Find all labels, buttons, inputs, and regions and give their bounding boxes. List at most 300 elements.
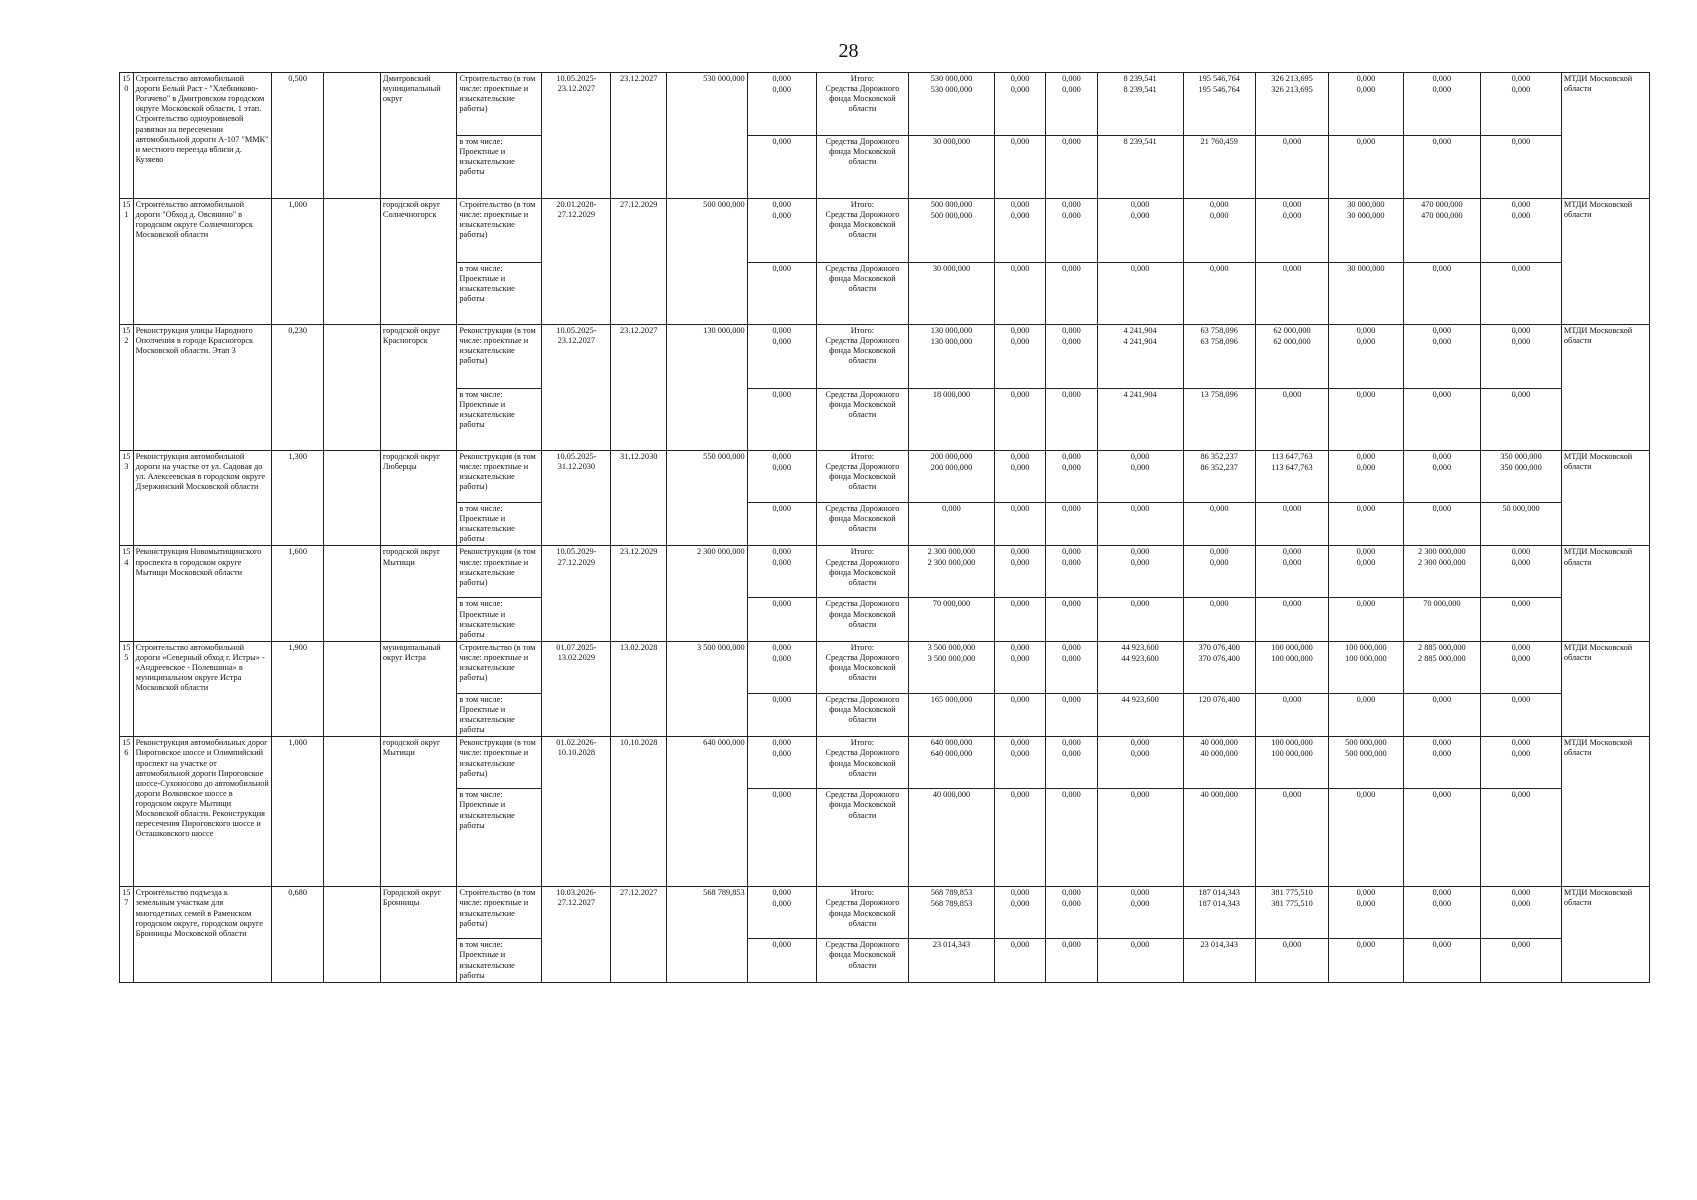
amount-y6-value: 100 000,000 xyxy=(1345,653,1387,663)
amount-y6 xyxy=(1329,641,1403,693)
amount-y3-value: 0,000 xyxy=(1130,790,1150,800)
amount-y6 xyxy=(1329,598,1403,641)
amount-y6-value: 0,000 xyxy=(1356,547,1376,557)
amount-y3 xyxy=(1097,641,1183,693)
amount-y7 xyxy=(1403,73,1481,136)
amount-y2 xyxy=(1046,887,1097,939)
amount-y1 xyxy=(994,939,1045,982)
customer: МТДИ Московской области xyxy=(1561,325,1649,451)
amount-y6-value: 0,000 xyxy=(1356,558,1376,568)
amount-y2 xyxy=(1046,136,1097,199)
amount-y5-value: 62 000,000 xyxy=(1273,326,1311,335)
amount-y8 xyxy=(1481,546,1562,598)
amount-total-value: 200 000,000 xyxy=(930,463,973,472)
amount-total xyxy=(909,73,995,136)
amount-y4-value: 120 076,400 xyxy=(1198,694,1240,704)
funding-source-value: Средства Дорожного фонда Московской области xyxy=(825,898,900,928)
amount-y4-value: 0,000 xyxy=(1209,547,1229,557)
amount-y4-value: 370 076,400 xyxy=(1198,642,1240,652)
amount-y4-value: 86 352,237 xyxy=(1200,463,1238,472)
amount-y1-value: 0,000 xyxy=(1010,749,1030,759)
funding-source-value: Средства Дорожного фонда Московской области xyxy=(825,462,900,492)
amount-y2-value: 0,000 xyxy=(1062,264,1081,273)
amount-y8-value: 0,000 xyxy=(1511,899,1531,909)
amount-y3 xyxy=(1097,325,1183,389)
amount-y7-value: 2 885 000,000 xyxy=(1418,642,1466,652)
funding-source-value: Средства Дорожного фонда Московской области xyxy=(825,84,900,114)
amount-y2 xyxy=(1046,546,1097,598)
cost: 640 000,000 xyxy=(666,737,747,887)
row-number: 151 xyxy=(120,199,134,325)
amount-y6 xyxy=(1329,199,1403,263)
prev-financing-value: 0,000 xyxy=(772,790,792,800)
municipality: Дмитровский муниципальный округ xyxy=(380,73,457,199)
amount-y5-value: 0,000 xyxy=(1282,137,1302,146)
amount-y1 xyxy=(994,641,1045,693)
amount-total-value: 3 500 000,000 xyxy=(927,642,976,652)
amount-total-value: 2 300 000,000 xyxy=(927,547,976,557)
amount-y4 xyxy=(1183,693,1255,736)
amount-y1-value: 0,000 xyxy=(1010,738,1030,748)
amount-y8-value: 0,000 xyxy=(1511,653,1531,663)
municipality: городской округ Красногорск xyxy=(380,325,457,451)
amount-y7 xyxy=(1403,789,1481,887)
amount-y2-value: 0,000 xyxy=(1062,504,1081,513)
funding-source-value: Средства Дорожного фонда Московской области xyxy=(825,390,900,420)
amount-y2-value: 0,000 xyxy=(1062,642,1081,652)
amount-total-value: 500 000,000 xyxy=(930,211,973,220)
amount-y5-value: 381 775,510 xyxy=(1271,899,1313,909)
amount-y4-value: 63 758,096 xyxy=(1200,326,1238,335)
prev-financing xyxy=(747,73,816,136)
funding-source xyxy=(816,263,908,325)
amount-y4 xyxy=(1183,939,1255,982)
prev-financing-value: 0,000 xyxy=(772,694,792,704)
amount-y7 xyxy=(1403,389,1481,451)
prev-financing-value: 0,000 xyxy=(772,337,792,346)
amount-y2-value: 0,000 xyxy=(1062,694,1081,704)
deadline: 27.12.2029 xyxy=(611,199,667,325)
amount-total xyxy=(909,737,995,789)
amount-y1 xyxy=(994,546,1045,598)
amount-total-value: 2 300 000,000 xyxy=(927,558,976,568)
amount-y8 xyxy=(1481,503,1562,546)
amount-total xyxy=(909,451,995,503)
amount-y2 xyxy=(1046,641,1097,693)
amount-y1-value: 0,000 xyxy=(1010,694,1030,704)
amount-y2 xyxy=(1046,325,1097,389)
period: 10.05.2025-23.12.2027 xyxy=(542,325,611,451)
prev-financing-value: 0,000 xyxy=(772,888,792,898)
sub-work-type: в том числе: Проектные и изыскательские работы xyxy=(457,693,542,736)
funding-source xyxy=(816,389,908,451)
amount-y8 xyxy=(1481,451,1562,503)
prev-financing xyxy=(747,325,816,389)
row-number: 154 xyxy=(120,546,134,641)
amount-y2 xyxy=(1046,737,1097,789)
funding-source-value: Итого: xyxy=(850,888,875,898)
amount-y2 xyxy=(1046,939,1097,982)
amount-y6-value: 30 000,000 xyxy=(1347,200,1385,209)
amount-y1-value: 0,000 xyxy=(1010,653,1030,663)
empty-col xyxy=(324,887,381,982)
amount-y3-value: 0,000 xyxy=(1130,200,1150,209)
amount-y4-value: 195 546,764 xyxy=(1198,74,1240,83)
work-type: Реконструкция (в том числе: проектные и изыскательские работы) xyxy=(457,451,542,503)
amount-y8-value: 0,000 xyxy=(1511,599,1531,609)
amount-y2 xyxy=(1046,789,1097,887)
amount-y5 xyxy=(1255,546,1328,598)
amount-y3 xyxy=(1097,199,1183,263)
amount-y8 xyxy=(1481,693,1562,736)
work-type: Строительство (в том числе: проектные и изыскательские работы) xyxy=(457,199,542,263)
amount-y7-value: 0,000 xyxy=(1432,264,1452,273)
amount-y8 xyxy=(1481,389,1562,451)
amount-total xyxy=(909,263,995,325)
amount-y7-value: 0,000 xyxy=(1432,749,1452,759)
work-type: Реконструкция (в том числе: проектные и изыскательские работы) xyxy=(457,737,542,789)
amount-y7 xyxy=(1403,451,1481,503)
amount-total xyxy=(909,789,995,887)
amount-y5-value: 113 647,763 xyxy=(1271,452,1313,461)
amount-y6-value: 500 000,000 xyxy=(1345,749,1387,759)
period: 10.05.2029-27.12.2029 xyxy=(542,546,611,641)
amount-y8-value: 0,000 xyxy=(1511,558,1531,568)
amount-y5-value: 0,000 xyxy=(1282,390,1302,399)
funding-source xyxy=(816,641,908,693)
prev-financing xyxy=(747,737,816,789)
amount-y3 xyxy=(1097,887,1183,939)
amount-y4-value: 370 076,400 xyxy=(1198,653,1240,663)
customer: МТДИ Московской области xyxy=(1561,199,1649,325)
amount-total-value: 40 000,000 xyxy=(932,790,971,800)
amount-y8 xyxy=(1481,263,1562,325)
amount-y2-value: 0,000 xyxy=(1062,547,1081,557)
amount-y7 xyxy=(1403,325,1481,389)
amount-y8-value: 350 000,000 xyxy=(1500,463,1542,472)
amount-y5-value: 326 213,695 xyxy=(1271,85,1313,94)
amount-y2 xyxy=(1046,503,1097,546)
funding-source-value: Итого: xyxy=(850,642,875,652)
amount-y2-value: 0,000 xyxy=(1062,200,1081,209)
deadline: 23.12.2027 xyxy=(611,325,667,451)
amount-y5 xyxy=(1255,73,1328,136)
capacity-km: 0,230 xyxy=(271,325,323,451)
amount-y2-value: 0,000 xyxy=(1062,85,1081,94)
amount-y6-value: 500 000,000 xyxy=(1345,738,1387,748)
amount-y1 xyxy=(994,451,1045,503)
amount-y5-value: 113 647,763 xyxy=(1271,463,1313,472)
period: 10.05.2025-23.12.2027 xyxy=(542,73,611,199)
amount-y4 xyxy=(1183,737,1255,789)
capacity-km: 0,500 xyxy=(271,73,323,199)
amount-total xyxy=(909,598,995,641)
prev-financing xyxy=(747,199,816,263)
amount-y3 xyxy=(1097,939,1183,982)
amount-y2-value: 0,000 xyxy=(1062,74,1081,83)
amount-y8-value: 0,000 xyxy=(1511,749,1531,759)
deadline: 23.12.2027 xyxy=(611,73,667,199)
period: 10.03.2026-27.12.2027 xyxy=(542,887,611,982)
amount-y5 xyxy=(1255,737,1328,789)
funding-source-value: Средства Дорожного фонда Московской области xyxy=(825,504,900,534)
amount-total xyxy=(909,136,995,199)
cost: 568 789,853 xyxy=(666,887,747,982)
funding-source-value: Средства Дорожного фонда Московской области xyxy=(825,557,900,587)
amount-y4-value: 13 758,096 xyxy=(1200,390,1238,399)
amount-y6 xyxy=(1329,389,1403,451)
amount-y6-value: 0,000 xyxy=(1356,899,1376,909)
funding-source-value: Итого: xyxy=(850,738,875,748)
funding-source-value: Итого: xyxy=(850,74,875,83)
amount-y4-value: 86 352,237 xyxy=(1200,452,1238,461)
work-type: Реконструкция (в том числе: проектные и изыскательские работы) xyxy=(457,546,542,598)
amount-y1 xyxy=(994,73,1045,136)
amount-y3-value: 4 241,904 xyxy=(1123,326,1157,335)
municipality: городской округ Мытищи xyxy=(380,546,457,641)
amount-y7-value: 2 300 000,000 xyxy=(1418,547,1466,557)
amount-total-value: 0,000 xyxy=(942,504,961,513)
amount-y1-value: 0,000 xyxy=(1010,547,1030,557)
amount-total xyxy=(909,503,995,546)
amount-y3 xyxy=(1097,789,1183,887)
amount-y6 xyxy=(1329,451,1403,503)
amount-y6 xyxy=(1329,136,1403,199)
amount-y3 xyxy=(1097,737,1183,789)
prev-financing xyxy=(747,641,816,693)
capacity-km: 1,000 xyxy=(271,199,323,325)
amount-y6-value: 0,000 xyxy=(1356,390,1376,399)
amount-total-value: 568 789,853 xyxy=(930,888,973,898)
object-name: Реконструкция улицы Народного Ополчения в городе Красногорск Московской области. Этап 3 xyxy=(133,325,271,451)
amount-y7 xyxy=(1403,887,1481,939)
empty-col xyxy=(324,451,381,546)
amount-y6-value: 0,000 xyxy=(1356,504,1376,513)
amount-total-value: 30 000,000 xyxy=(932,137,971,146)
sub-work-type: в том числе: Проектные и изыскательские работы xyxy=(457,789,542,887)
amount-y4 xyxy=(1183,598,1255,641)
prev-financing-value: 0,000 xyxy=(772,653,792,663)
row-number: 155 xyxy=(120,641,134,736)
amount-y1-value: 0,000 xyxy=(1010,200,1030,209)
prev-financing-value: 0,000 xyxy=(772,899,792,909)
amount-y8-value: 0,000 xyxy=(1511,74,1531,83)
funding-source xyxy=(816,737,908,789)
amount-total xyxy=(909,641,995,693)
amount-y1-value: 0,000 xyxy=(1010,642,1030,652)
amount-y6 xyxy=(1329,73,1403,136)
empty-col xyxy=(324,199,381,325)
amount-y3 xyxy=(1097,451,1183,503)
amount-y5 xyxy=(1255,136,1328,199)
amount-y6-value: 30 000,000 xyxy=(1347,264,1385,273)
amount-y2 xyxy=(1046,451,1097,503)
amount-y7-value: 0,000 xyxy=(1432,85,1452,94)
work-type: Строительство (в том числе: проектные и изыскательские работы) xyxy=(457,73,542,136)
amount-y3-value: 0,000 xyxy=(1130,463,1150,472)
amount-y4 xyxy=(1183,451,1255,503)
amount-total xyxy=(909,199,995,263)
prev-financing-value: 0,000 xyxy=(772,940,792,950)
customer: МТДИ Московской области xyxy=(1561,73,1649,199)
municipality: муниципальный округ Истра xyxy=(380,641,457,736)
amount-y8-value: 350 000,000 xyxy=(1500,452,1542,461)
amount-y2-value: 0,000 xyxy=(1062,390,1081,399)
amount-total-value: 130 000,000 xyxy=(930,337,973,346)
table-row xyxy=(120,737,1650,789)
amount-total xyxy=(909,325,995,389)
amount-y3-value: 8 239,541 xyxy=(1123,85,1157,94)
amount-y2 xyxy=(1046,263,1097,325)
deadline: 31.12.2030 xyxy=(611,451,667,546)
amount-y4-value: 0,000 xyxy=(1209,200,1229,209)
amount-y7-value: 0,000 xyxy=(1432,326,1452,335)
amount-y5 xyxy=(1255,887,1328,939)
empty-col xyxy=(324,737,381,887)
amount-y3-value: 0,000 xyxy=(1130,599,1150,609)
amount-y8 xyxy=(1481,73,1562,136)
amount-y3-value: 4 241,904 xyxy=(1123,337,1157,346)
funding-source xyxy=(816,939,908,982)
amount-y5 xyxy=(1255,325,1328,389)
capacity-km: 0,680 xyxy=(271,887,323,982)
amount-y3-value: 0,000 xyxy=(1130,504,1150,513)
amount-y1 xyxy=(994,789,1045,887)
amount-total-value: 23 014,343 xyxy=(932,940,971,950)
sub-work-type: в том числе: Проектные и изыскательские работы xyxy=(457,503,542,546)
funding-source xyxy=(816,887,908,939)
funding-source-value: Средства Дорожного фонда Московской области xyxy=(825,336,900,366)
amount-y3-value: 0,000 xyxy=(1130,264,1150,273)
amount-y5-value: 100 000,000 xyxy=(1271,653,1313,663)
amount-y5-value: 0,000 xyxy=(1282,599,1302,609)
amount-y5-value: 0,000 xyxy=(1282,504,1302,513)
funding-source-value: Средства Дорожного фонда Московской области xyxy=(825,694,900,725)
amount-y4-value: 40 000,000 xyxy=(1200,790,1238,800)
prev-financing-value: 0,000 xyxy=(772,326,792,335)
amount-y3-value: 4 241,904 xyxy=(1123,390,1157,399)
amount-y2-value: 0,000 xyxy=(1062,337,1081,346)
prev-financing-value: 0,000 xyxy=(772,504,792,513)
amount-y6-value: 100 000,000 xyxy=(1345,642,1387,652)
amount-y7-value: 0,000 xyxy=(1432,337,1452,346)
amount-total-value: 568 789,853 xyxy=(930,899,973,909)
amount-total xyxy=(909,389,995,451)
amount-y6 xyxy=(1329,325,1403,389)
amount-y7-value: 0,000 xyxy=(1432,888,1452,898)
amount-y1-value: 0,000 xyxy=(1010,504,1030,513)
capacity-km: 1,900 xyxy=(271,641,323,736)
amount-y6 xyxy=(1329,789,1403,887)
amount-y6 xyxy=(1329,693,1403,736)
amount-y8-value: 0,000 xyxy=(1511,200,1531,209)
amount-y8-value: 0,000 xyxy=(1511,642,1531,652)
amount-y3 xyxy=(1097,389,1183,451)
prev-financing-value: 0,000 xyxy=(772,74,792,83)
amount-y7 xyxy=(1403,737,1481,789)
amount-y3 xyxy=(1097,503,1183,546)
municipality: городской округ Мытищи xyxy=(380,737,457,887)
amount-y1 xyxy=(994,887,1045,939)
amount-y4-value: 40 000,000 xyxy=(1200,749,1238,759)
amount-y4-value: 187 014,343 xyxy=(1198,899,1240,909)
amount-y4 xyxy=(1183,199,1255,263)
amount-y1 xyxy=(994,693,1045,736)
work-type: Строительство (в том числе: проектные и изыскательские работы) xyxy=(457,641,542,693)
empty-col xyxy=(324,641,381,736)
amount-y3-value: 0,000 xyxy=(1130,940,1150,950)
funding-source-value: Средства Дорожного фонда Московской области xyxy=(825,940,900,970)
prev-financing-value: 0,000 xyxy=(772,452,792,461)
amount-y8-value: 0,000 xyxy=(1511,390,1531,399)
amount-y5-value: 0,000 xyxy=(1282,558,1302,568)
amount-y2-value: 0,000 xyxy=(1062,899,1081,909)
amount-y2-value: 0,000 xyxy=(1062,211,1081,220)
sub-work-type: в том числе: Проектные и изыскательские работы xyxy=(457,389,542,451)
amount-total-value: 500 000,000 xyxy=(930,200,973,209)
amount-y2-value: 0,000 xyxy=(1062,653,1081,663)
amount-y8-value: 0,000 xyxy=(1511,211,1531,220)
capacity-km: 1,300 xyxy=(271,451,323,546)
amount-y2-value: 0,000 xyxy=(1062,326,1081,335)
amount-y7-value: 2 885 000,000 xyxy=(1418,653,1466,663)
amount-y8 xyxy=(1481,939,1562,982)
prev-financing-value: 0,000 xyxy=(772,390,792,399)
amount-y3-value: 44 923,600 xyxy=(1121,694,1159,704)
amount-y2-value: 0,000 xyxy=(1062,452,1081,461)
amount-y1 xyxy=(994,325,1045,389)
page-number: 28 xyxy=(838,40,859,62)
amount-y1 xyxy=(994,136,1045,199)
amount-y6-value: 0,000 xyxy=(1356,137,1376,146)
customer: МТДИ Московской области xyxy=(1561,737,1649,887)
amount-y8-value: 0,000 xyxy=(1511,547,1531,557)
cost: 130 000,000 xyxy=(666,325,747,451)
row-number: 150 xyxy=(120,73,134,199)
prev-financing xyxy=(747,389,816,451)
amount-y4 xyxy=(1183,136,1255,199)
amount-y8-value: 0,000 xyxy=(1511,337,1531,346)
amount-y5-value: 0,000 xyxy=(1282,790,1302,800)
amount-y5 xyxy=(1255,598,1328,641)
amount-y2-value: 0,000 xyxy=(1062,558,1081,568)
amount-y7 xyxy=(1403,693,1481,736)
amount-y4-value: 0,000 xyxy=(1209,599,1229,609)
amount-y5-value: 0,000 xyxy=(1282,211,1302,220)
deadline: 23.12.2029 xyxy=(611,546,667,641)
object-name: Строительство автомобильной дороги Белый Раст - "Хлебниково-Рогачево" в Дмитровском городском округе Московской области. 1 этап. Строительство одноуровневой развязки на пересечении автомобильной дороги А-107 "ММК" и местного переезда вблизи д. Кузяево xyxy=(133,73,271,199)
amount-y1-value: 0,000 xyxy=(1010,790,1030,800)
funding-source-value: Средства Дорожного фонда Московской области xyxy=(825,210,900,240)
funding-source-value: Средства Дорожного фонда Московской области xyxy=(825,748,900,778)
amount-y3-value: 44 923,600 xyxy=(1121,642,1159,652)
amount-y1-value: 0,000 xyxy=(1010,463,1030,472)
amount-y8-value: 0,000 xyxy=(1511,738,1531,748)
prev-financing xyxy=(747,693,816,736)
amount-total-value: 3 500 000,000 xyxy=(927,653,976,663)
object-name: Строительство подъезда к земельным участкам для многодетных семей в Раменском городском округе, городском округе Бронницы Московской области xyxy=(133,887,271,982)
amount-total-value: 200 000,000 xyxy=(930,452,973,461)
amount-y4-value: 23 014,343 xyxy=(1200,940,1238,950)
amount-y6-value: 0,000 xyxy=(1356,85,1376,94)
amount-y1-value: 0,000 xyxy=(1010,74,1030,83)
amount-y6 xyxy=(1329,503,1403,546)
amount-y2-value: 0,000 xyxy=(1062,738,1081,748)
amount-y7-value: 0,000 xyxy=(1432,390,1452,399)
amount-y4-value: 195 546,764 xyxy=(1198,85,1240,94)
funding-source xyxy=(816,199,908,263)
amount-y5 xyxy=(1255,389,1328,451)
